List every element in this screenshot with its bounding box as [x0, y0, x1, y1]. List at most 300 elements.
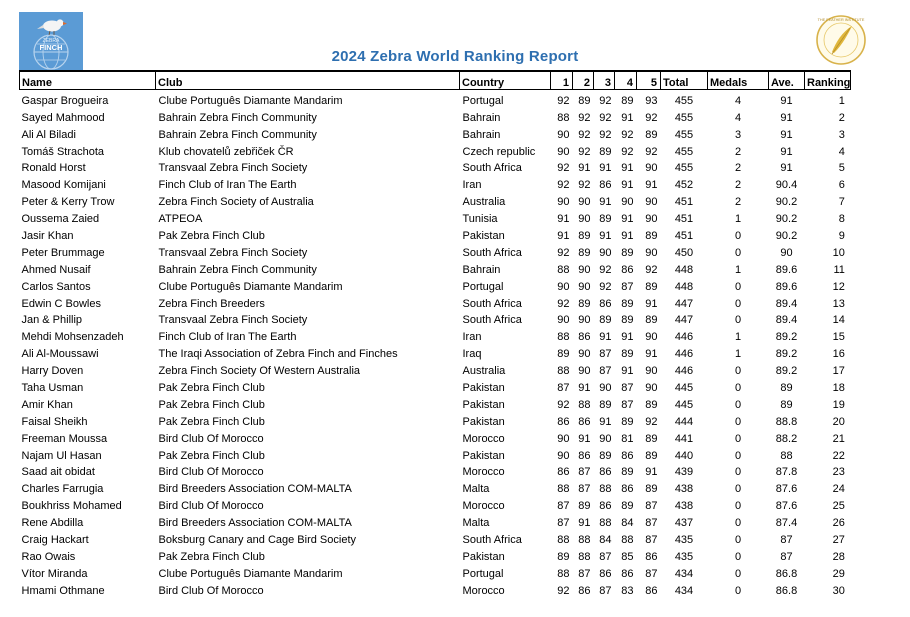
cell-name: Ahmed Nusaif — [21, 263, 91, 276]
cell-score-5: 89 — [645, 230, 658, 243]
cell-medals: 3 — [734, 128, 742, 141]
cell-total: 445 — [674, 398, 694, 411]
cell-average: 89 — [780, 398, 793, 411]
cell-score-1: 87 — [557, 500, 570, 513]
cell-name: Peter & Kerry Trow — [21, 196, 115, 209]
cell-country: Pakistan — [462, 449, 505, 462]
cell-club: Clube Português Diamante Mandarim — [158, 567, 343, 580]
cell-total: 434 — [674, 584, 694, 597]
cell-medals: 1 — [734, 331, 742, 344]
cell-average: 90.2 — [775, 196, 798, 209]
cell-score-5: 90 — [645, 213, 658, 226]
cell-medals: 1 — [734, 213, 742, 226]
cell-score-5: 89 — [645, 314, 658, 327]
cell-score-3: 89 — [599, 314, 612, 327]
cell-score-5: 89 — [645, 398, 658, 411]
cell-average: 87.6 — [775, 483, 798, 496]
cell-score-3: 91 — [599, 162, 612, 175]
cell-score-3: 86 — [599, 297, 612, 310]
cell-club: The Iraqi Association of Zebra Finch and Finches — [158, 348, 398, 361]
cell-score-2: 89 — [578, 500, 591, 513]
cell-country: South Africa — [462, 297, 522, 310]
cell-country: Pakistan — [462, 550, 505, 563]
cell-ranking: 10 — [832, 246, 845, 259]
cell-score-4: 86 — [621, 449, 634, 462]
cell-score-5: 90 — [645, 365, 658, 378]
cell-medals: 0 — [734, 584, 742, 597]
cell-score-2: 90 — [578, 280, 591, 293]
table-row — [20, 242, 851, 259]
cell-club: Bahrain Zebra Finch Community — [158, 111, 317, 124]
cell-score-5: 91 — [645, 466, 658, 479]
cell-club: Bird Breeders Association COM-MALTA — [158, 517, 352, 530]
cell-country: Iran — [462, 179, 482, 192]
cell-score-2: 89 — [578, 94, 591, 107]
cell-score-4: 87 — [621, 382, 634, 395]
cell-country: South Africa — [462, 246, 522, 259]
cell-name: Faisal Sheikh — [21, 415, 88, 428]
cell-total: 448 — [674, 280, 694, 293]
cell-score-2: 90 — [578, 314, 591, 327]
cell-ranking: 8 — [838, 213, 845, 226]
cell-medals: 0 — [734, 517, 742, 530]
cell-score-2: 87 — [578, 466, 591, 479]
cell-score-4: 89 — [621, 348, 634, 361]
cell-medals: 4 — [734, 94, 742, 107]
cell-country: Australia — [462, 365, 506, 378]
table-row — [20, 107, 851, 124]
cell-name: Peter Brummage — [21, 246, 105, 259]
table-row — [20, 428, 851, 445]
cell-average: 86.8 — [775, 584, 798, 597]
cell-ranking: 4 — [838, 145, 845, 158]
cell-name: Tomáš Strachota — [21, 145, 105, 158]
cell-score-1: 88 — [557, 483, 570, 496]
cell-name: Saad ait obidat — [21, 466, 95, 479]
cell-average: 91 — [780, 128, 793, 141]
cell-average: 89.2 — [775, 348, 798, 361]
column-header-score-5: 5 — [637, 71, 661, 90]
table-row — [20, 174, 851, 191]
cell-total: 455 — [674, 128, 694, 141]
cell-score-1: 89 — [557, 550, 570, 563]
cell-country: Iraq — [462, 348, 482, 361]
cell-score-1: 89 — [557, 348, 570, 361]
cell-medals: 0 — [734, 382, 742, 395]
cell-name: Rene Abdilla — [21, 517, 84, 530]
cell-club: ATPEOA — [158, 213, 203, 226]
cell-country: Pakistan — [462, 415, 505, 428]
cell-club: Pak Zebra Finch Club — [158, 398, 265, 411]
cell-medals: 0 — [734, 280, 742, 293]
cell-ranking: 16 — [832, 348, 845, 361]
cell-medals: 2 — [734, 196, 742, 209]
report-title: 2024 Zebra World Ranking Report — [331, 48, 579, 65]
cell-club: Finch Club of Iran The Earth — [158, 331, 297, 344]
cell-score-2: 92 — [578, 111, 591, 124]
cell-ranking: 23 — [832, 466, 845, 479]
cell-ranking: 25 — [832, 500, 845, 513]
cell-score-5: 93 — [645, 94, 658, 107]
cell-average: 89.2 — [775, 331, 798, 344]
cell-score-1: 88 — [557, 331, 570, 344]
cell-club: Transvaal Zebra Finch Society — [158, 246, 308, 259]
cell-name: Rao Owais — [21, 550, 76, 563]
cell-name: Ronald Horst — [21, 162, 86, 175]
svg-text:THE FEATHER INSTITUTE: THE FEATHER INSTITUTE — [817, 18, 865, 22]
cell-name: Craig Hackart — [21, 534, 89, 547]
cell-average: 89.6 — [775, 263, 798, 276]
cell-score-5: 90 — [645, 246, 658, 259]
cell-club: Pak Zebra Finch Club — [158, 415, 265, 428]
cell-medals: 0 — [734, 246, 742, 259]
cell-country: Morocco — [462, 500, 505, 513]
cell-score-5: 91 — [645, 297, 658, 310]
cell-club: Transvaal Zebra Finch Society — [158, 314, 308, 327]
cell-name: Amir Khan — [21, 398, 73, 411]
cell-score-2: 90 — [578, 196, 591, 209]
cell-average: 89 — [780, 382, 793, 395]
cell-score-5: 89 — [645, 280, 658, 293]
column-header-score-4: 4 — [615, 71, 637, 90]
cell-name: Carlos Santos — [21, 280, 91, 293]
cell-score-4: 89 — [621, 246, 634, 259]
cell-score-3: 92 — [599, 280, 612, 293]
cell-score-5: 87 — [645, 534, 658, 547]
cell-country: Morocco — [462, 432, 505, 445]
cell-score-3: 88 — [599, 517, 612, 530]
cell-country: Malta — [462, 483, 490, 496]
cell-score-5: 92 — [645, 145, 658, 158]
cell-country: Portugal — [462, 567, 504, 580]
cell-ranking: 6 — [838, 179, 845, 192]
table-row — [20, 411, 851, 428]
cell-score-5: 87 — [645, 500, 658, 513]
cell-ranking: 15 — [832, 331, 845, 344]
cell-score-3: 86 — [599, 179, 612, 192]
table-row — [20, 191, 851, 208]
ranking-table — [19, 70, 851, 597]
cell-name: Najam Ul Hasan — [21, 449, 102, 462]
cell-score-3: 90 — [599, 246, 612, 259]
svg-text:FINCH: FINCH — [39, 43, 63, 52]
cell-score-5: 89 — [645, 432, 658, 445]
cell-medals: 1 — [734, 348, 742, 361]
cell-ranking: 5 — [838, 162, 845, 175]
cell-score-2: 90 — [578, 213, 591, 226]
cell-name: Hmami Othmane — [21, 584, 105, 597]
cell-name: Jan & Phillip — [21, 314, 83, 327]
table-row — [20, 462, 851, 479]
cell-ranking: 18 — [832, 382, 845, 395]
cell-score-3: 89 — [599, 145, 612, 158]
cell-average: 88.2 — [775, 432, 798, 445]
cell-score-3: 90 — [599, 382, 612, 395]
cell-country: South Africa — [462, 162, 522, 175]
cell-club: Boksburg Canary and Cage Bird Society — [158, 534, 356, 547]
cell-name: Boukhriss Mohamed — [21, 500, 122, 513]
cell-club: Clube Português Diamante Mandarim — [158, 94, 343, 107]
cell-country: South Africa — [462, 314, 522, 327]
table-row — [20, 394, 851, 411]
cell-total: 446 — [674, 365, 694, 378]
table-row — [20, 445, 851, 462]
cell-score-1: 87 — [557, 517, 570, 530]
cell-ranking: 22 — [832, 449, 845, 462]
cell-score-2: 89 — [578, 297, 591, 310]
cell-score-1: 91 — [557, 230, 570, 243]
cell-club: Bird Club Of Morocco — [158, 500, 264, 513]
cell-score-2: 86 — [578, 584, 591, 597]
cell-ranking: 3 — [838, 128, 845, 141]
cell-score-3: 87 — [599, 584, 612, 597]
cell-country: Malta — [462, 517, 490, 530]
cell-club: Bird Club Of Morocco — [158, 466, 264, 479]
cell-club: Zebra Finch Breeders — [158, 297, 265, 310]
cell-score-5: 92 — [645, 415, 658, 428]
cell-club: Pak Zebra Finch Club — [158, 382, 265, 395]
table-row — [20, 343, 851, 360]
cell-name: Ali Al Biladi — [21, 128, 76, 141]
cell-country: Iran — [462, 331, 482, 344]
cell-score-4: 89 — [621, 297, 634, 310]
cell-medals: 0 — [734, 415, 742, 428]
cell-medals: 0 — [734, 483, 742, 496]
cell-score-5: 91 — [645, 179, 658, 192]
cell-average: 90.2 — [775, 230, 798, 243]
cell-total: 446 — [674, 348, 694, 361]
cell-total: 434 — [674, 567, 694, 580]
cell-score-1: 92 — [557, 162, 570, 175]
cell-score-4: 89 — [621, 500, 634, 513]
cell-ranking: 12 — [832, 280, 845, 293]
cell-score-1: 90 — [557, 432, 570, 445]
cell-country: Bahrain — [462, 263, 501, 276]
cell-ranking: 13 — [832, 297, 845, 310]
cell-score-4: 90 — [621, 196, 634, 209]
cell-score-4: 89 — [621, 415, 634, 428]
cell-score-5: 92 — [645, 111, 658, 124]
cell-score-5: 90 — [645, 162, 658, 175]
table-row — [20, 124, 851, 141]
cell-score-3: 89 — [599, 449, 612, 462]
cell-score-3: 91 — [599, 331, 612, 344]
cell-score-2: 90 — [578, 348, 591, 361]
table-row — [20, 495, 851, 512]
cell-score-4: 87 — [621, 280, 634, 293]
cell-club: Bahrain Zebra Finch Community — [158, 263, 317, 276]
cell-score-2: 89 — [578, 230, 591, 243]
cell-ranking: 24 — [832, 483, 845, 496]
cell-score-4: 81 — [621, 432, 634, 445]
cell-country: Australia — [462, 196, 506, 209]
cell-total: 438 — [674, 500, 694, 513]
cell-medals: 2 — [734, 145, 742, 158]
cell-name: Edwin C Bowles — [21, 297, 101, 310]
cell-total: 438 — [674, 483, 694, 496]
cell-total: 450 — [674, 246, 694, 259]
cell-ranking: 9 — [838, 230, 845, 243]
cell-club: Zebra Finch Society of Australia — [158, 196, 314, 209]
cell-score-1: 92 — [557, 179, 570, 192]
cell-medals: 0 — [734, 449, 742, 462]
cell-score-2: 86 — [578, 449, 591, 462]
cell-total: 455 — [674, 162, 694, 175]
cell-total: 451 — [674, 230, 694, 243]
cell-average: 89.4 — [775, 314, 798, 327]
cell-score-1: 88 — [557, 567, 570, 580]
table-row — [20, 563, 851, 580]
cell-score-4: 86 — [621, 567, 634, 580]
cell-score-1: 88 — [557, 534, 570, 547]
cell-score-2: 86 — [578, 415, 591, 428]
cell-score-2: 92 — [578, 128, 591, 141]
cell-country: Morocco — [462, 466, 505, 479]
cell-total: 444 — [674, 415, 694, 428]
cell-score-2: 88 — [578, 398, 591, 411]
cell-average: 91 — [780, 162, 793, 175]
cell-score-3: 87 — [599, 348, 612, 361]
cell-country: Pakistan — [462, 382, 505, 395]
cell-score-5: 87 — [645, 517, 658, 530]
cell-medals: 0 — [734, 398, 742, 411]
cell-average: 87.6 — [775, 500, 798, 513]
cell-name: Taha Usman — [21, 382, 84, 395]
cell-score-5: 87 — [645, 567, 658, 580]
cell-score-3: 86 — [599, 466, 612, 479]
table-row — [20, 158, 851, 175]
cell-medals: 2 — [734, 162, 742, 175]
cell-club: Finch Club of Iran The Earth — [158, 179, 297, 192]
header-row — [20, 71, 851, 90]
column-header-club: Club — [156, 71, 460, 90]
cell-score-4: 91 — [621, 230, 634, 243]
cell-score-3: 91 — [599, 196, 612, 209]
cell-score-2: 88 — [578, 534, 591, 547]
cell-club: Bird Club Of Morocco — [158, 584, 264, 597]
cell-club: Bird Club Of Morocco — [158, 432, 264, 445]
table-row — [20, 512, 851, 529]
cell-club: Bahrain Zebra Finch Community — [158, 128, 317, 141]
cell-name: Sayed Mahmood — [21, 111, 105, 124]
cell-total: 445 — [674, 382, 694, 395]
cell-total: 437 — [674, 517, 694, 530]
cell-score-5: 86 — [645, 550, 658, 563]
column-header-average: Ave. — [769, 71, 805, 90]
cell-average: 89.2 — [775, 365, 798, 378]
cell-total: 439 — [674, 466, 694, 479]
column-header-country: Country — [460, 71, 551, 90]
cell-country: Pakistan — [462, 230, 505, 243]
cell-total: 451 — [674, 196, 694, 209]
cell-score-5: 90 — [645, 331, 658, 344]
cell-score-2: 86 — [578, 331, 591, 344]
cell-average: 90.4 — [775, 179, 798, 192]
cell-score-3: 92 — [599, 94, 612, 107]
cell-score-3: 91 — [599, 230, 612, 243]
cell-total: 451 — [674, 213, 694, 226]
cell-score-2: 89 — [578, 246, 591, 259]
cell-score-1: 90 — [557, 314, 570, 327]
cell-score-4: 91 — [621, 365, 634, 378]
cell-ranking: 27 — [832, 534, 845, 547]
cell-country: Portugal — [462, 94, 504, 107]
cell-club: Pak Zebra Finch Club — [158, 449, 265, 462]
cell-score-3: 92 — [599, 128, 612, 141]
cell-ranking: 11 — [833, 263, 845, 276]
cell-score-4: 86 — [621, 263, 634, 276]
table-row — [20, 546, 851, 563]
cell-medals: 0 — [734, 230, 742, 243]
cell-medals: 0 — [734, 500, 742, 513]
cell-score-1: 92 — [557, 398, 570, 411]
cell-name: Oussema Zaied — [21, 213, 100, 226]
cell-name: Mehdi Mohsenzadeh — [21, 331, 124, 344]
cell-medals: 0 — [734, 466, 742, 479]
cell-score-3: 88 — [599, 483, 612, 496]
cell-name: Vítor Miranda — [21, 567, 88, 580]
cell-country: Tunisia — [462, 213, 498, 226]
column-header-score-3: 3 — [594, 71, 615, 90]
table-row — [20, 478, 851, 495]
cell-score-2: 91 — [578, 162, 591, 175]
cell-score-3: 86 — [599, 567, 612, 580]
cell-score-5: 89 — [645, 449, 658, 462]
cell-total: 447 — [674, 297, 694, 310]
cell-total: 448 — [674, 263, 694, 276]
column-header-name: Name — [20, 71, 156, 90]
cell-name: Harry Doven — [21, 365, 84, 378]
cell-score-2: 90 — [578, 365, 591, 378]
cell-score-5: 89 — [645, 483, 658, 496]
cell-ranking: 30 — [832, 584, 845, 597]
cell-club: Transvaal Zebra Finch Society — [158, 162, 308, 175]
cell-score-5: 90 — [645, 382, 658, 395]
cell-average: 90 — [780, 246, 793, 259]
cell-average: 89.4 — [775, 297, 798, 310]
cell-club: Pak Zebra Finch Club — [158, 550, 265, 563]
cell-name: Charles Farrugia — [21, 483, 104, 496]
cell-score-4: 91 — [621, 111, 634, 124]
cell-medals: 0 — [734, 314, 742, 327]
cell-ranking: 2 — [838, 111, 845, 124]
cell-score-3: 84 — [599, 534, 612, 547]
cell-score-2: 88 — [578, 550, 591, 563]
cell-score-1: 86 — [557, 466, 570, 479]
cell-club: Clube Português Diamante Mandarim — [158, 280, 343, 293]
cell-score-3: 89 — [599, 213, 612, 226]
cell-score-1: 92 — [557, 94, 570, 107]
cell-total: 440 — [674, 449, 694, 462]
cell-name: Masood Komijani — [21, 179, 106, 192]
column-header-ranking: Ranking — [805, 71, 851, 90]
cell-score-1: 88 — [557, 365, 570, 378]
cell-medals: 4 — [734, 111, 742, 124]
cell-country: Pakistan — [462, 398, 505, 411]
cell-ranking: 21 — [832, 432, 845, 445]
cell-average: 87 — [780, 534, 793, 547]
cell-name: Jasir Khan — [21, 230, 74, 243]
cell-medals: 0 — [734, 534, 742, 547]
cell-score-3: 87 — [599, 365, 612, 378]
cell-score-1: 90 — [557, 145, 570, 158]
table-row — [20, 293, 851, 310]
cell-total: 441 — [674, 432, 694, 445]
cell-country: Bahrain — [462, 111, 501, 124]
cell-score-1: 90 — [557, 280, 570, 293]
cell-total: 452 — [674, 179, 694, 192]
cell-medals: 2 — [734, 179, 742, 192]
